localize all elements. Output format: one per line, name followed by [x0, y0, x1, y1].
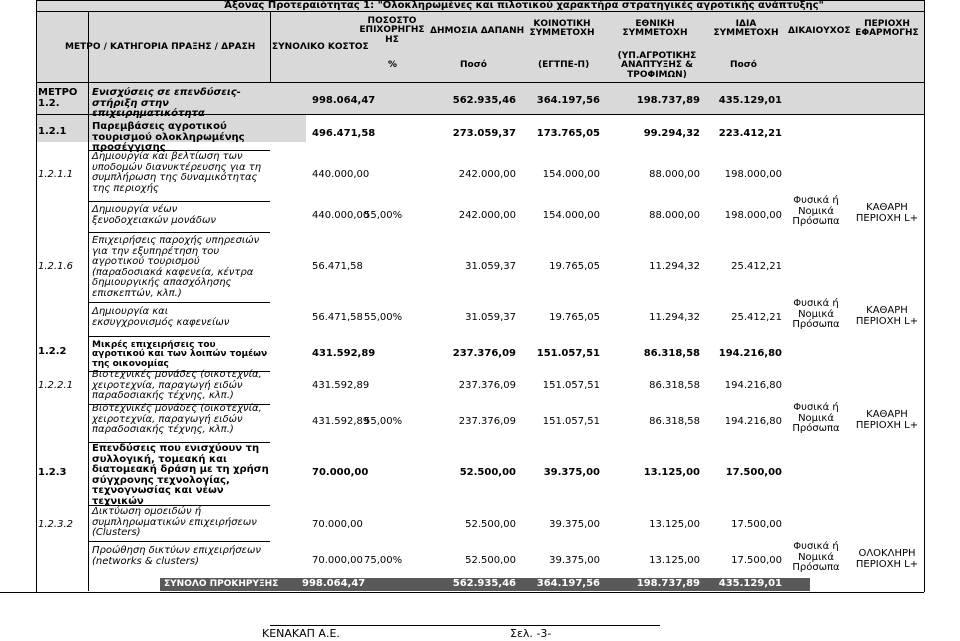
- row-national: 11.294,32: [649, 312, 700, 323]
- row-desc: Επιχειρήσεις παροχής υπηρεσιών για την εξυπηρέτηση του αγροτικού τουρισμού (παραδοσιακά καφενεία, κέντρα δημιουργικής απασχόλησης επισκεπτών, κλπ.): [92, 235, 260, 299]
- row-pct: 55,00%: [364, 312, 403, 323]
- row-public: 52.500,00: [465, 555, 516, 566]
- row-national: 88.000,00: [649, 210, 700, 221]
- row-pct: 55,00%: [364, 416, 403, 427]
- row-code: 1.2.3: [38, 467, 67, 478]
- row-beneficiary: Φυσικά ή Νομικά Πρόσωπα: [792, 298, 840, 330]
- row-desc: Προώθηση δικτύων επιχειρήσεων (networks & clusters): [92, 545, 261, 567]
- row-public: 31.059,37: [465, 312, 516, 323]
- row-national: 13.125,00: [649, 555, 700, 566]
- footer-page: Σελ. -3-: [510, 627, 552, 640]
- row-eu: 151.057,51: [542, 380, 600, 391]
- row-total: 431.592,89: [312, 348, 376, 359]
- row-eu: 173.765,05: [536, 128, 600, 139]
- row-total: 431.592,89: [312, 416, 370, 427]
- row-eu: 19.765,05: [549, 312, 600, 323]
- row-national: 86.318,58: [643, 348, 700, 359]
- row-desc: Επενδύσεις που ενισχύουν τη συλλογική, τομεακή και διατομεακή δράση με τη χρήση σύγχρονης τεχνολογίας, τεχνογνωσίας και νέων τεχνικών: [92, 443, 269, 507]
- sub-amount-label: Ποσό: [460, 60, 487, 70]
- row-desc: Δημιουργία και εκσυγχρονισμός καφενείων: [92, 306, 230, 328]
- row-desc: Δημιουργία και βελτίωση των υποδομών διανυκτέρευσης για τη συμπλήρωση της δυναμικότητας της περιοχής: [92, 151, 262, 194]
- row-private: 17.500,00: [725, 467, 782, 478]
- row-eu: 39.375,00: [549, 555, 600, 566]
- row-code: 1.2.1: [38, 126, 67, 137]
- row-eu: 19.765,05: [549, 261, 600, 272]
- row-private: 198.000,00: [724, 169, 782, 180]
- col-area-header: ΠΕΡΙΟΧΗ ΕΦΑΡΜΟΓΗΣ: [855, 19, 919, 39]
- row-code: 1.2.1.6: [38, 261, 73, 272]
- row-public: 273.059,37: [452, 128, 516, 139]
- row-total: 70.000,00: [312, 467, 369, 478]
- row-pct: 75,00%: [364, 555, 403, 566]
- col-category-header: ΜΕΤΡΟ / ΚΑΤΗΓΟΡΙΑ ΠΡΑΞΗΣ / ΔΡΑΣΗ: [65, 42, 256, 52]
- row-desc: Δημιουργία νέων ξενοδοχειακών μονάδων: [92, 204, 216, 226]
- row-beneficiary: Φυσικά ή Νομικά Πρόσωπα: [792, 541, 840, 573]
- sub-national-label: (ΥΠ.ΑΓΡΟΤΙΚΗΣ ΑΝΑΠΤΥΞΗΣ & ΤΡΟΦΙΜΩΝ): [617, 51, 697, 80]
- row-public: 237.376,09: [458, 380, 516, 391]
- row-eu: 39.375,00: [543, 467, 600, 478]
- row-private: 194.216,80: [718, 348, 782, 359]
- row-national: 86.318,58: [649, 380, 700, 391]
- row-code: 1.2.2.1: [38, 380, 73, 391]
- row-national: 99.294,32: [643, 128, 700, 139]
- row-total: 56.471,58: [312, 261, 363, 272]
- row-area: ΚΑΘΑΡΗ ΠΕΡΙΟΧΗ L+: [855, 202, 919, 224]
- totals-public: 562.935,46: [452, 578, 516, 589]
- row-total: 496.471,58: [312, 128, 376, 139]
- row-national: 11.294,32: [649, 261, 700, 272]
- row-pct: 55,00%: [364, 210, 403, 221]
- row-private: 198.000,00: [724, 210, 782, 221]
- row-code: 1.2.3.2: [38, 519, 73, 530]
- row-public: 242.000,00: [458, 210, 516, 221]
- row-public: 31.059,37: [465, 261, 516, 272]
- row-public: 237.376,09: [458, 416, 516, 427]
- totals-national: 198.737,89: [636, 578, 700, 589]
- row-area: ΚΑΘΑΡΗ ΠΕΡΙΟΧΗ L+: [855, 305, 919, 327]
- row-private: 17.500,00: [731, 519, 782, 530]
- row-code: 1.2.2: [38, 346, 67, 357]
- row-desc: Ενισχύσεις σε επενδύσεις-στήριξη στην επιχειρηματικότητα: [92, 87, 241, 119]
- row-public: 242.000,00: [458, 169, 516, 180]
- sub-eu-label: (ΕΓΤΠΕ-Π): [538, 60, 590, 70]
- row-public: 52.500,00: [459, 467, 516, 478]
- footer-company: ΚΕΝΑΚΑΠ Α.Ε.: [262, 627, 340, 640]
- totals-eu: 364.197,56: [536, 578, 600, 589]
- row-beneficiary: Φυσικά ή Νομικά Πρόσωπα: [792, 402, 840, 434]
- row-eu: 151.057,51: [536, 348, 600, 359]
- row-private: 194.216,80: [724, 416, 782, 427]
- row-national: 88.000,00: [649, 169, 700, 180]
- row-area: ΟΛΟΚΛΗΡΗ ΠΕΡΙΟΧΗ L+: [855, 548, 919, 570]
- row-private: 435.129,01: [718, 95, 782, 106]
- col-public-header: ΔΗΜΟΣΙΑ ΔΑΠΑΝΗ: [430, 26, 525, 36]
- col-national-header: ΕΘΝΙΚΗ ΣΥΜΜΕΤΟΧΗ: [622, 19, 688, 39]
- row-eu: 154.000,00: [542, 210, 600, 221]
- row-private: 223.412,21: [718, 128, 782, 139]
- col-beneficiary-header: ΔΙΚΑΙΟΥΧΟΣ: [788, 26, 851, 36]
- col-eu-header: ΚΟΙΝΟΤΙΚΗ ΣΥΜΜΕΤΟΧΗ: [529, 19, 595, 39]
- col-total-header: ΣΥΝΟΛΙΚΟ ΚΟΣΤΟΣ: [272, 42, 369, 52]
- row-code: ΜΕΤΡΟ 1.2.: [38, 87, 78, 109]
- row-desc: Δικτύωση ομοειδών ή συμπληρωματικών επιχειρήσεων (Clusters): [92, 506, 257, 538]
- totals-total: 998.064,47: [302, 578, 366, 589]
- row-national: 13.125,00: [649, 519, 700, 530]
- col-pct-header: ΠΟΣΟΣΤΟ ΕΠΙΧΟΡΗΓΗΣ ΗΣ: [359, 16, 425, 45]
- row-national: 198.737,89: [636, 95, 700, 106]
- row-national: 86.318,58: [649, 416, 700, 427]
- row-eu: 39.375,00: [549, 519, 600, 530]
- row-total: 998.064,47: [312, 95, 376, 106]
- row-public: 562.935,46: [452, 95, 516, 106]
- row-desc: Μικρές επιχειρήσεις του αγροτικού και των λοιπών τομέων της οικονομίας: [92, 340, 268, 369]
- row-private: 25.412,21: [731, 312, 782, 323]
- row-code: 1.2.1.1: [38, 169, 73, 180]
- row-public: 237.376,09: [452, 348, 516, 359]
- row-private: 194.216,80: [724, 380, 782, 391]
- row-desc: Βιοτεχνικές μονάδες (οικοτεχνία, χειροτεχνία, παραγωγή ειδών παραδοσιακής τέχνης, κλπ.): [92, 369, 262, 401]
- totals-label: ΣΥΝΟΛΟ ΠΡΟΚΗΡΥΞΗΣ: [164, 579, 279, 589]
- row-total: 70.000,00: [312, 555, 363, 566]
- row-eu: 151.057,51: [542, 416, 600, 427]
- row-total: 440.000,00: [312, 210, 370, 221]
- row-area: ΚΑΘΑΡΗ ΠΕΡΙΟΧΗ L+: [855, 409, 919, 431]
- axis-title: Άξονας Προτεραιότητας 1: "Ολοκληρωμένες και πιλοτικού χαρακτήρα στρατηγικές αγροτικής ανάπτυξης": [224, 0, 824, 11]
- row-total: 70.000,00: [312, 519, 363, 530]
- row-public: 52.500,00: [465, 519, 516, 530]
- row-total: 431.592,89: [312, 380, 370, 391]
- row-desc: Βιοτεχνικές μονάδες (οικοτεχνία, χειροτεχνία, παραγωγή ειδών παραδοσιακής τέχνης, κλπ.): [92, 403, 262, 435]
- row-national: 13.125,00: [643, 467, 700, 478]
- row-eu: 154.000,00: [542, 169, 600, 180]
- row-beneficiary: Φυσικά ή Νομικά Πρόσωπα: [792, 195, 840, 227]
- row-total: 56.471,58: [312, 312, 363, 323]
- row-private: 17.500,00: [731, 555, 782, 566]
- row-private: 25.412,21: [731, 261, 782, 272]
- col-private-header: ΙΔΙΑ ΣΥΜΜΕΤΟΧΗ: [713, 19, 779, 39]
- row-eu: 364.197,56: [536, 95, 600, 106]
- row-total: 440.000,00: [312, 169, 370, 180]
- sub-pct-label: %: [388, 60, 398, 70]
- row-desc: Παρεμβάσεις αγροτικού τουρισμού ολοκληρωμένης προσέγγισης: [92, 121, 245, 153]
- sub-private-label: Ποσό: [730, 60, 757, 70]
- totals-private: 435.129,01: [718, 578, 782, 589]
